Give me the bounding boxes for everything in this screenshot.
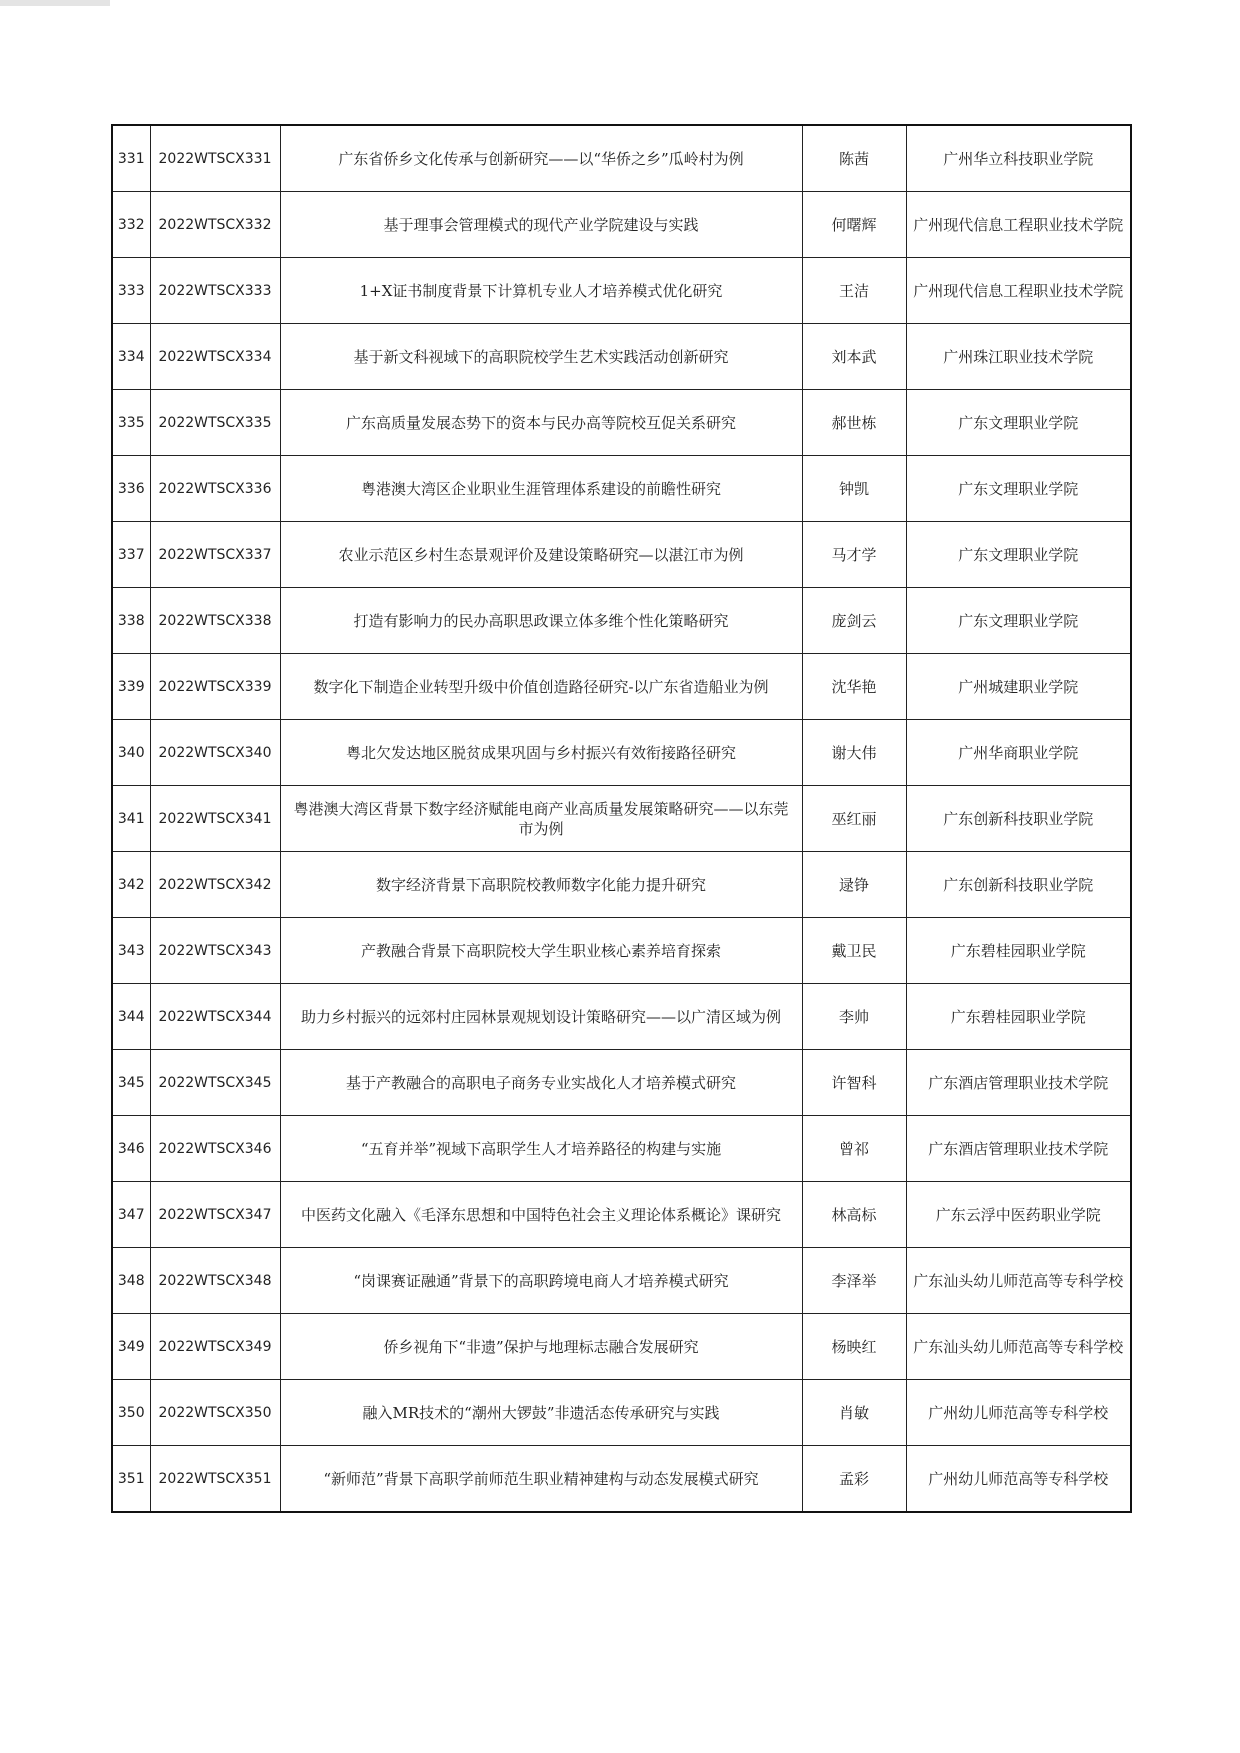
table-row: [112, 588, 1131, 654]
project-code-cell: 2022WTSCX331: [150, 125, 280, 192]
project-title-cell: 粤港澳大湾区背景下数字经济赋能电商产业高质量发展策略研究——以东莞市为例: [280, 786, 802, 852]
project-leader-cell: 沈华艳: [802, 654, 906, 720]
project-code-cell: 2022WTSCX349: [150, 1314, 280, 1380]
project-code-cell: 2022WTSCX341: [150, 786, 280, 852]
table-row: [112, 456, 1131, 522]
project-title-cell: 中医药文化融入《毛泽东思想和中国特色社会主义理论体系概论》课研究: [280, 1182, 802, 1248]
row-index-cell: 343: [112, 918, 150, 984]
project-leader-cell: 刘本武: [802, 324, 906, 390]
table-row: [112, 1182, 1131, 1248]
project-code-cell: 2022WTSCX348: [150, 1248, 280, 1314]
project-title-cell: 产教融合背景下高职院校大学生职业核心素养培育探索: [280, 918, 802, 984]
institution-cell: 广东文理职业学院: [906, 390, 1131, 456]
institution-cell: 广东酒店管理职业技术学院: [906, 1050, 1131, 1116]
project-title-cell: 数字经济背景下高职院校教师数字化能力提升研究: [280, 852, 802, 918]
project-leader-cell: 马才学: [802, 522, 906, 588]
row-index-cell: 333: [112, 258, 150, 324]
institution-cell: 广东文理职业学院: [906, 456, 1131, 522]
project-code-cell: 2022WTSCX347: [150, 1182, 280, 1248]
project-title-cell: “新师范”背景下高职学前师范生职业精神建构与动态发展模式研究: [280, 1446, 802, 1513]
project-leader-cell: 孟彩: [802, 1446, 906, 1513]
institution-cell: 广东碧桂园职业学院: [906, 984, 1131, 1050]
table-row: [112, 1314, 1131, 1380]
row-index-cell: 331: [112, 125, 150, 192]
institution-cell: 广州城建职业学院: [906, 654, 1131, 720]
project-code-cell: 2022WTSCX333: [150, 258, 280, 324]
table-row: [112, 324, 1131, 390]
project-code-cell: 2022WTSCX343: [150, 918, 280, 984]
project-title-cell: 打造有影响力的民办高职思政课立体多维个性化策略研究: [280, 588, 802, 654]
row-index-cell: 341: [112, 786, 150, 852]
project-code-cell: 2022WTSCX345: [150, 1050, 280, 1116]
row-index-cell: 342: [112, 852, 150, 918]
project-leader-cell: 逯铮: [802, 852, 906, 918]
project-title-cell: 粤港澳大湾区企业职业生涯管理体系建设的前瞻性研究: [280, 456, 802, 522]
institution-cell: 广东文理职业学院: [906, 588, 1131, 654]
project-leader-cell: 林高标: [802, 1182, 906, 1248]
institution-cell: 广东汕头幼儿师范高等专科学校: [906, 1248, 1131, 1314]
institution-cell: 广东创新科技职业学院: [906, 786, 1131, 852]
project-leader-cell: 许智科: [802, 1050, 906, 1116]
table-row: [112, 192, 1131, 258]
project-title-cell: 粤北欠发达地区脱贫成果巩固与乡村振兴有效衔接路径研究: [280, 720, 802, 786]
project-code-cell: 2022WTSCX336: [150, 456, 280, 522]
project-code-cell: 2022WTSCX340: [150, 720, 280, 786]
project-title-cell: 数字化下制造企业转型升级中价值创造路径研究-以广东省造船业为例: [280, 654, 802, 720]
table-row: [112, 786, 1131, 852]
project-code-cell: 2022WTSCX338: [150, 588, 280, 654]
institution-cell: 广州现代信息工程职业技术学院: [906, 192, 1131, 258]
row-index-cell: 337: [112, 522, 150, 588]
project-title-cell: “五育并举”视域下高职学生人才培养路径的构建与实施: [280, 1116, 802, 1182]
table-row: [112, 390, 1131, 456]
project-code-cell: 2022WTSCX350: [150, 1380, 280, 1446]
institution-cell: 广州现代信息工程职业技术学院: [906, 258, 1131, 324]
institution-cell: 广东汕头幼儿师范高等专科学校: [906, 1314, 1131, 1380]
institution-cell: 广州幼儿师范高等专科学校: [906, 1380, 1131, 1446]
project-leader-cell: 杨映红: [802, 1314, 906, 1380]
project-code-cell: 2022WTSCX342: [150, 852, 280, 918]
row-index-cell: 345: [112, 1050, 150, 1116]
project-title-cell: 基于产教融合的高职电子商务专业实战化人才培养模式研究: [280, 1050, 802, 1116]
institution-cell: 广州幼儿师范高等专科学校: [906, 1446, 1131, 1513]
project-code-cell: 2022WTSCX337: [150, 522, 280, 588]
project-leader-cell: 曾祁: [802, 1116, 906, 1182]
row-index-cell: 339: [112, 654, 150, 720]
project-title-cell: 1+X证书制度背景下计算机专业人才培养模式优化研究: [280, 258, 802, 324]
project-leader-cell: 陈茜: [802, 125, 906, 192]
project-title-cell: 基于理事会管理模式的现代产业学院建设与实践: [280, 192, 802, 258]
row-index-cell: 351: [112, 1446, 150, 1513]
project-code-cell: 2022WTSCX335: [150, 390, 280, 456]
row-index-cell: 350: [112, 1380, 150, 1446]
institution-cell: 广东酒店管理职业技术学院: [906, 1116, 1131, 1182]
table-row: [112, 984, 1131, 1050]
project-leader-cell: 巫红丽: [802, 786, 906, 852]
table-row: [112, 1248, 1131, 1314]
row-index-cell: 348: [112, 1248, 150, 1314]
table-row: [112, 522, 1131, 588]
project-code-cell: 2022WTSCX339: [150, 654, 280, 720]
project-title-cell: 广东高质量发展态势下的资本与民办高等院校互促关系研究: [280, 390, 802, 456]
table-row: [112, 654, 1131, 720]
table-row: [112, 258, 1131, 324]
row-index-cell: 347: [112, 1182, 150, 1248]
row-index-cell: 340: [112, 720, 150, 786]
row-index-cell: 349: [112, 1314, 150, 1380]
project-code-cell: 2022WTSCX332: [150, 192, 280, 258]
project-title-cell: 融入MR技术的“潮州大锣鼓”非遗活态传承研究与实践: [280, 1380, 802, 1446]
project-leader-cell: 肖敏: [802, 1380, 906, 1446]
project-leader-cell: 戴卫民: [802, 918, 906, 984]
project-leader-cell: 谢大伟: [802, 720, 906, 786]
row-index-cell: 332: [112, 192, 150, 258]
table-row: [112, 1116, 1131, 1182]
row-index-cell: 346: [112, 1116, 150, 1182]
table-row: [112, 852, 1131, 918]
table-row: [112, 1446, 1131, 1513]
institution-cell: 广州华商职业学院: [906, 720, 1131, 786]
institution-cell: 广州华立科技职业学院: [906, 125, 1131, 192]
row-index-cell: 338: [112, 588, 150, 654]
table-row: [112, 1050, 1131, 1116]
row-index-cell: 336: [112, 456, 150, 522]
institution-cell: 广东文理职业学院: [906, 522, 1131, 588]
table-row: [112, 918, 1131, 984]
project-title-cell: 农业示范区乡村生态景观评价及建设策略研究—以湛江市为例: [280, 522, 802, 588]
project-leader-cell: 王洁: [802, 258, 906, 324]
project-list-table: [111, 124, 1132, 1513]
project-code-cell: 2022WTSCX346: [150, 1116, 280, 1182]
institution-cell: 广东碧桂园职业学院: [906, 918, 1131, 984]
row-index-cell: 344: [112, 984, 150, 1050]
project-leader-cell: 钟凯: [802, 456, 906, 522]
project-code-cell: 2022WTSCX334: [150, 324, 280, 390]
project-title-cell: 广东省侨乡文化传承与创新研究——以“华侨之乡”瓜岭村为例: [280, 125, 802, 192]
project-code-cell: 2022WTSCX344: [150, 984, 280, 1050]
institution-cell: 广东云浮中医药职业学院: [906, 1182, 1131, 1248]
project-title-cell: 基于新文科视域下的高职院校学生艺术实践活动创新研究: [280, 324, 802, 390]
institution-cell: 广东创新科技职业学院: [906, 852, 1131, 918]
project-leader-cell: 李泽举: [802, 1248, 906, 1314]
project-title-cell: 侨乡视角下“非遗”保护与地理标志融合发展研究: [280, 1314, 802, 1380]
table-row: [112, 1380, 1131, 1446]
project-title-cell: “岗课赛证融通”背景下的高职跨境电商人才培养模式研究: [280, 1248, 802, 1314]
project-leader-cell: 郝世栋: [802, 390, 906, 456]
project-title-cell: 助力乡村振兴的远郊村庄园林景观规划设计策略研究——以广清区域为例: [280, 984, 802, 1050]
project-leader-cell: 李帅: [802, 984, 906, 1050]
table-row: [112, 720, 1131, 786]
institution-cell: 广州珠江职业技术学院: [906, 324, 1131, 390]
project-leader-cell: 何曙辉: [802, 192, 906, 258]
project-code-cell: 2022WTSCX351: [150, 1446, 280, 1513]
table-row: [112, 125, 1131, 192]
row-index-cell: 334: [112, 324, 150, 390]
scan-edge-mark: [0, 0, 110, 6]
row-index-cell: 335: [112, 390, 150, 456]
project-leader-cell: 庞剑云: [802, 588, 906, 654]
table-body: [112, 125, 1131, 1512]
